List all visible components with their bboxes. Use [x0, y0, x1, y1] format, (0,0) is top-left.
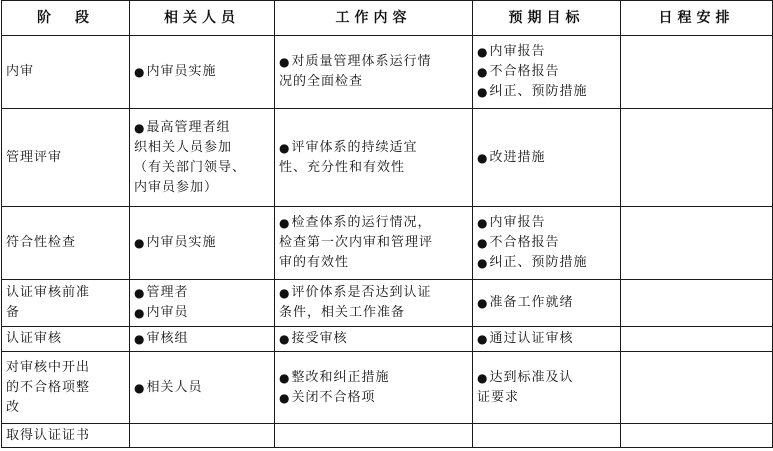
header-schedule: 日程安排 — [621, 1, 773, 36]
bullet-icon: ● — [279, 390, 291, 405]
goal-item: ● 准备工作就绪 — [477, 293, 616, 313]
bullet-icon: ● — [279, 216, 291, 230]
schedule-cell — [621, 280, 773, 327]
table-row — [2, 352, 773, 424]
bullet-icon: ● — [279, 55, 291, 69]
bullet-icon: ● — [134, 306, 146, 320]
people-item: ● 最高管理者组 — [134, 118, 270, 138]
goals-cell — [473, 352, 621, 424]
stage-text: 认证审核前准 — [6, 285, 91, 300]
people-item: ● 内审员实施 — [134, 233, 270, 253]
people-cell — [130, 280, 275, 327]
goal-item: ● 不合格报告 — [477, 233, 616, 253]
content-item: ● 整改和纠正措施 — [279, 368, 468, 388]
content-item: ● 对质量管理体系运行情 — [279, 52, 468, 72]
goal-item: ● 不合格报告 — [477, 62, 616, 82]
bullet-icon: ● — [134, 286, 146, 300]
people-continuation: 织相关人员参加 — [134, 139, 233, 155]
stage-cell — [2, 424, 130, 448]
bullet-icon: ● — [477, 256, 489, 270]
stage-cell — [2, 207, 130, 280]
goals-cell — [473, 327, 621, 352]
bullet-icon: ● — [477, 370, 489, 385]
content-continuation: 况的全面检查 — [279, 74, 364, 89]
stage-text: 符合性检查 — [6, 235, 77, 250]
stage-text: 内审 — [6, 64, 35, 79]
content-continuation: 审的有效性 — [279, 255, 350, 270]
content-cell — [275, 109, 473, 207]
schedule-cell — [621, 36, 773, 109]
schedule-cell — [621, 207, 773, 280]
people-cell — [130, 327, 275, 352]
bullet-icon: ● — [134, 236, 146, 250]
people-item: ● 相关人员 — [134, 378, 270, 398]
stage-cell — [2, 352, 130, 424]
goal-item: ● 改进措施 — [477, 148, 616, 168]
goal-item: ● 纠正、预防措施 — [477, 82, 616, 102]
content-item: ● 检查体系的运行情况， — [279, 213, 468, 233]
bullet-icon: ● — [134, 332, 146, 346]
content-continuation: 条件，相关工作准备 — [279, 305, 406, 320]
people-item: ● 管理者 — [134, 283, 270, 303]
stage-text: 取得认证证书 — [6, 427, 91, 443]
schedule-cell — [621, 327, 773, 352]
table-row — [2, 36, 773, 109]
stage-text: 对审核中开出 — [6, 359, 91, 375]
stage-text-continuation: 备 — [6, 305, 21, 320]
stage-text: 认证审核 — [6, 331, 63, 346]
stage-cell — [2, 36, 130, 109]
bullet-icon: ● — [477, 216, 489, 230]
header-content: 工作内容 — [275, 1, 473, 36]
bullet-icon: ● — [134, 380, 146, 395]
content-cell — [275, 207, 473, 280]
people-cell — [130, 424, 275, 448]
schedule-cell — [621, 352, 773, 424]
people-item: ● 内审员实施 — [134, 62, 270, 82]
header-stage: 阶 段 — [2, 1, 130, 36]
stage-cell — [2, 109, 130, 207]
content-cell — [275, 36, 473, 109]
bullet-icon: ● — [279, 286, 291, 300]
bullet-icon: ● — [477, 296, 489, 310]
header-people: 相关人员 — [130, 1, 275, 36]
bullet-icon: ● — [477, 85, 489, 99]
table-row — [2, 327, 773, 352]
stage-text-continuation: 的不合格项整 — [6, 379, 91, 395]
bullet-icon: ● — [134, 120, 146, 135]
content-continuation: 性、充分性和有效性 — [279, 159, 406, 175]
people-item: ● 审核组 — [134, 329, 270, 349]
bullet-icon: ● — [477, 332, 489, 346]
content-continuation: 检查第一次内审和管理评 — [279, 235, 434, 250]
header-goals: 预期目标 — [473, 1, 621, 36]
goal-continuation: 证要求 — [477, 389, 520, 405]
header-row — [2, 1, 773, 36]
bullet-icon: ● — [134, 65, 146, 79]
table-row — [2, 280, 773, 327]
goal-item: ● 通过认证审核 — [477, 329, 616, 349]
bullet-icon: ● — [477, 45, 489, 59]
table-row — [2, 424, 773, 448]
bullet-icon: ● — [279, 332, 291, 346]
bullet-icon: ● — [279, 370, 291, 385]
stage-text: 管理评审 — [6, 149, 63, 165]
content-cell — [275, 280, 473, 327]
goals-cell — [473, 109, 621, 207]
content-cell — [275, 352, 473, 424]
stage-cell — [2, 327, 130, 352]
goals-cell — [473, 36, 621, 109]
goal-item: ● 内审报告 — [477, 213, 616, 233]
stage-cell — [2, 280, 130, 327]
content-item: ● 评价体系是否达到认证 — [279, 283, 468, 303]
content-cell — [275, 327, 473, 352]
goals-cell — [473, 424, 621, 448]
schedule-cell — [621, 424, 773, 448]
goal-item: ● 内审报告 — [477, 42, 616, 62]
table-row — [2, 207, 773, 280]
stage-text-continuation: 改 — [6, 399, 21, 415]
people-item: ● 内审员 — [134, 303, 270, 323]
bullet-icon: ● — [477, 150, 489, 165]
content-item: ● 接受审核 — [279, 329, 468, 349]
people-cell — [130, 36, 275, 109]
people-cell — [130, 352, 275, 424]
certification-plan-table — [1, 0, 773, 448]
bullet-icon: ● — [477, 65, 489, 79]
goal-item: ● 达到标准及认 — [477, 368, 616, 388]
people-cell — [130, 109, 275, 207]
people-cell — [130, 207, 275, 280]
goals-cell — [473, 280, 621, 327]
bullet-icon: ● — [477, 236, 489, 250]
content-item: ● 评审体系的持续适宜 — [279, 138, 468, 158]
content-item: ● 关闭不合格项 — [279, 388, 468, 408]
people-continuation: 内审员参加） — [134, 179, 219, 195]
goals-cell — [473, 207, 621, 280]
goal-item: ● 纠正、预防措施 — [477, 253, 616, 273]
table-row — [2, 109, 773, 207]
schedule-cell — [621, 109, 773, 207]
content-cell — [275, 424, 473, 448]
bullet-icon: ● — [279, 140, 291, 155]
people-continuation: （有关部门领导、 — [134, 159, 247, 175]
